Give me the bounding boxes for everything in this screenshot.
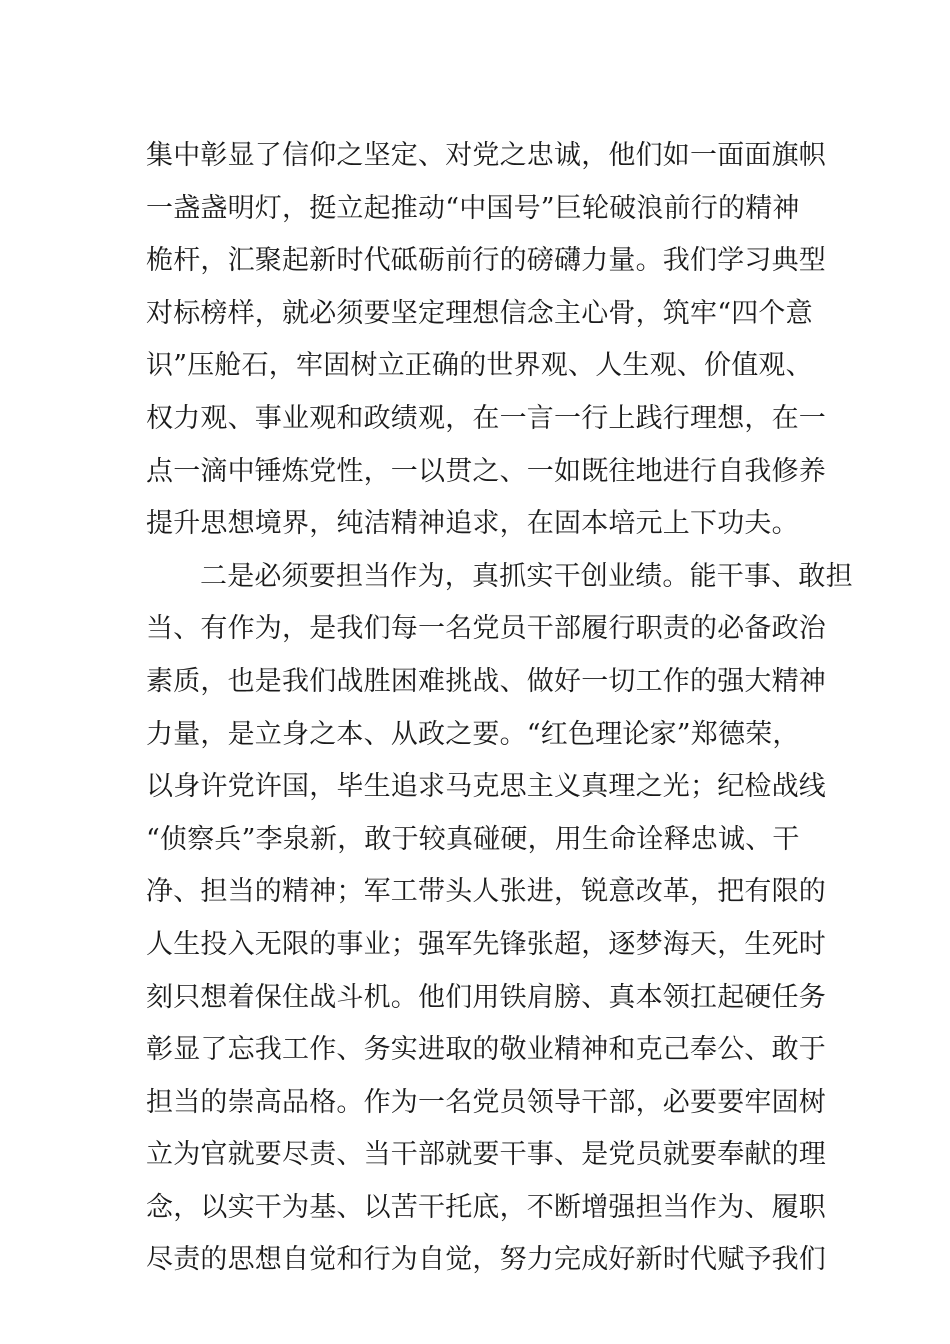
text-line: 集中彰显了信仰之坚定、对党之忠诚，他们如一面面旗帜 [146,140,826,171]
text-line: 当、有作为，是我们每一名党员干部履行职责的必备政治 [146,613,826,645]
text-line: 力量，是立身之本、从政之要。“红色理论家”郑德荣， [146,718,800,750]
text-line: 权力观、事业观和政绩观，在一言一行上践行理想，在一 [146,402,826,434]
text-line: 对标榜样，就必须要坚定理想信念主心骨，筑牢“四个意 [146,297,813,329]
text-line: 担当的崇高品格。作为一名党员领导干部，必要要牢固树 [146,1086,826,1118]
text-line: 尽责的思想自觉和行为自觉，努力完成好新时代赋予我们 [146,1244,826,1276]
text-line: 素质，也是我们战胜困难挑战、做好一切工作的强大精神 [146,665,826,697]
text-line: 刻只想着保住战斗机。他们用铁肩膀、真本领扛起硬任务 [146,981,826,1013]
paragraph-first-line: 二是必须要担当作为，真抓实干创业绩。能干事、敢担 [200,560,853,592]
text-line: 以身许党许国，毕生追求马克思主义真理之光；纪检战线 [146,771,826,803]
body-text [146,130,853,1287]
text-line: 识”压舱石，牢固树立正确的世界观、人生观、价值观、 [146,350,813,382]
text-line: 点一滴中锤炼党性，一以贯之、一如既往地进行自我修养 [146,455,826,487]
text-line: 提升思想境界，纯洁精神追求，在固本培元上下功夫。 [146,508,799,540]
text-line: “侦察兵”李泉新，敢于较真碰硬，用生命诠释忠诚、干 [146,823,800,855]
text-line: 桅杆，汇聚起新时代砥砺前行的磅礴力量。我们学习典型 [146,245,826,277]
text-line: 立为官就要尽责、当干部就要干事、是党员就要奉献的理 [146,1139,826,1171]
text-line: 彰显了忘我工作、务实进取的敬业精神和克己奉公、敢于 [146,1034,826,1066]
text-line: 人生投入无限的事业；强军先锋张超，逐梦海天，生死时 [146,928,826,960]
text-line: 念，以实干为基、以苦干托底，不断增强担当作为、履职 [146,1191,826,1223]
text-line: 一盏盏明灯，挺立起推动“中国号”巨轮破浪前行的精神 [146,192,800,224]
text-line: 净、担当的精神；军工带头人张进，锐意改革，把有限的 [146,876,826,908]
